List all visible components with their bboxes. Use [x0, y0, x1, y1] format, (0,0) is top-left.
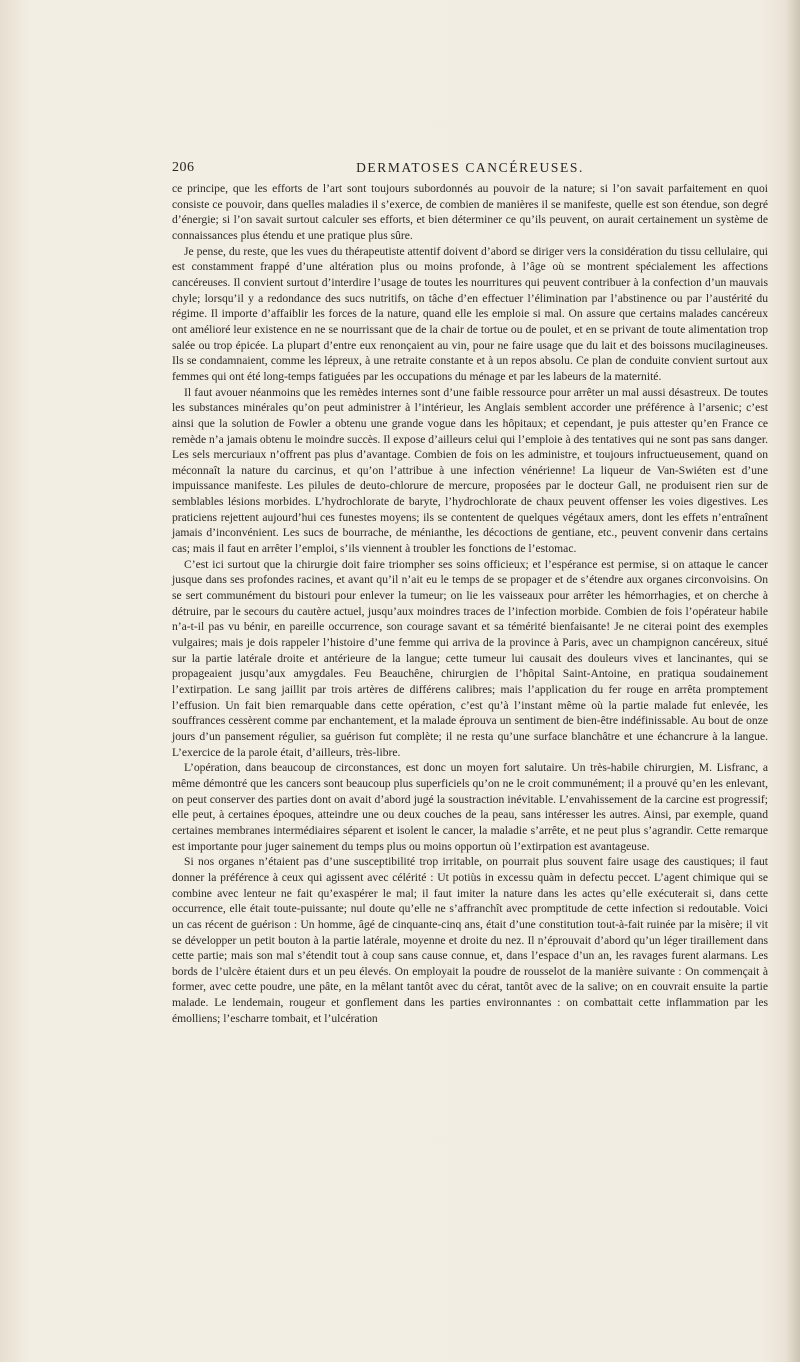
paragraph: Si nos organes n’étaient pas d’une susceptibilité trop irritable, on pourrait plus souvent faire usage des caustiques; il faut donner la préférence à ceux qui agissent avec célérité : Ut potiùs in excessu quàm in defectu peccet. L’agent chimique qui se combine avec lenteur ne fait qu’exaspérer le mal; il faut imiter la nature dans les actes qu’elle exécuterait si, dans cette occurrence, elle était toute-puissante; nul doute qu’elle ne s’affranchît avec promptitude de cette infection si redoutable. Voici un cas récent de guérison : Un homme, âgé de cinquante-cinq ans, était d’une constitution tout-à-fait ruinée par la misère; il vit se développer un petit bouton à la partie latérale, moyenne et droite du nez. Il n’éprouvait d’abord qu’un léger tiraillement dans cette partie; mais son mal s’étendit tout à coup sans cause connue, et, dans l’espace d’un an, les ravages furent alarmans. Les bords de l’ulcère étaient durs et un peu élevés. On employait la poudre de rousselot de la manière suivante : On commençait à former, avec cette poudre, une pâte, en la mêlant tantôt avec du cérat, tantôt avec de la salive; on en couvrait ensuite la partie malade. Le lendemain, rougeur et gonflement dans les parties environnantes : on combattait cette inflammation par les émolliens; l’escharre tombait, et l’ulcération — [172, 855, 768, 1025]
body-text — [172, 181, 768, 1026]
running-title: DERMATOSES CANCÉREUSES. — [356, 160, 584, 175]
page-edge-shadow — [786, 0, 800, 1362]
page-header — [172, 160, 768, 180]
paragraph: C’est ici surtout que la chirurgie doit faire triompher ses soins officieux; et l’espérance est permise, si on attaque le cancer jusque dans ses profondes racines, et avant qu’il n’ait eu le temps de se propager et de s’étendre aux organes circonvoisins. On se sert communément du bistouri pour enlever la tumeur; on lie les vaisseaux pour arrêter les hémorrhagies, et on cherche à détruire, par le secours du cautère actuel, jusqu’aux moindres traces de l’infection morbide. Combien de fois l’opérateur habile n’a-t-il pas vu bénir, en pareille occurrence, son courage savant et sa témérité bienfaisante! Je ne citerai point des exemples vulgaires; mais je dois rappeler l’histoire d’une femme qui arriva de la province à Paris, avec un champignon cancéreux, situé sur la partie latérale droite et antérieure de la langue; cette tumeur lui causait des douleurs vives et lancinantes, qui se propageaient jusqu’aux amygdales. Feu Beauchêne, chirurgien de l’hôpital Saint-Antoine, en pratiqua soudainement l’extirpation. Le sang jaillit par trois artères de différens calibres; mais l’application du fer rouge en arrêta promptement l’effusion. Un fait bien remarquable dans cette opération, c’est qu’à l’instant même où la partie malade fut enlevée, les souffrances cessèrent comme par enchantement, et la malade éprouva un sentiment de bien-être indéfinissable. Au bout de onze jours d’un pansement régulier, sa guérison fut complète; il ne resta qu’une surface blanchâtre et une échancrure à la langue. L’exercice de la parole était, d’ailleurs, très-libre. — [172, 557, 768, 759]
paragraph: L’opération, dans beaucoup de circonstances, est donc un moyen fort salutaire. Un très-habile chirurgien, M. Lisfranc, a même démontré que les cancers sont beaucoup plus superficiels qu’on ne le croit communément; il a prouvé qu’en les enlevant, on peut conserver des parties dont on avait d’abord jugé la soustraction inévitable. L’envahissement de la carcine est progressif; elle peut, à certaines époques, atteindre une ou deux couches de la peau, sans intéresser les autres. Ainsi, par exemple, quand certaines membranes intermédiaires séparent et isolent le cancer, la maladie s’arrête, et ne peut plus s’agrandir. Cette remarque est importante pour juger sainement du temps plus ou moins opportun où l’extirpation est avantageuse. — [172, 761, 768, 853]
paragraph: ce principe, que les efforts de l’art sont toujours subordonnés au pouvoir de la nature; si l’on savait parfaitement en quoi consiste ce pouvoir, dans quelles maladies il s’exerce, de combien de manières il se manifeste, quelle est son étendue, son degré d’énergie; si l’on savait surtout calculer ses efforts, et bien déterminer ce qu’ils peuvent, on aurait certainement un système de connaissances plus étendu et une pratique plus sûre. — [172, 182, 768, 242]
paragraph: Il faut avouer néanmoins que les remèdes internes sont d’une faible ressource pour arrêter un mal aussi désastreux. De toutes les substances minérales qu’on peut administrer à l’intérieur, les Anglais semblent accorder une préférence à l’arsenic; c’est ainsi que la solution de Fowler a obtenu une grande vogue dans les hôpitaux; et cependant, je puis attester qu’en France ce remède n’a jamais obtenu le moindre succès. Il expose d’ailleurs celui qui l’emploie à des tentatives qui ne sont pas sans danger. Les sels mercuriaux n’offrent pas plus d’avantage. Combien de fois on les administre, et toujours infructueusement, quand on méconnaît la nature du carcinus, et qu’on l’attribue à une infection vénérienne! La liqueur de Van-Swiéten est d’une impuissance manifeste. Les pilules de deuto-chlorure de mercure, proposées par le docteur Gall, ne produisent rien sur de semblables lésions morbides. L’hydrochlorate de baryte, l’hydrochlorate de chaux peuvent offenser les voies digestives. Les praticiens rejettent aujourd’hui ces funestes moyens; ils se contentent de quelques végétaux amers, dont les effets n’entraînent jamais d’inconvénient. Les sucs de bourrache, de ménianthe, les décoctions de gentiane, etc., peuvent convenir dans certains cas; mais il faut en arrêter l’emploi, s’ils viennent à troubler les fonctions de l’estomac. — [172, 385, 768, 556]
page-number: 206 — [172, 160, 195, 175]
paragraph: Je pense, du reste, que les vues du thérapeutiste attentif doivent d’abord se diriger vers la considération du tissu cellulaire, qui est constamment frappé d’une altération plus ou moins profonde, à l’âge où se montrent spécialement les affections cancéreuses. Il convient surtout d’interdire l’usage de toutes les nourritures qui peuvent contribuer à la confection d’un mauvais chyle; lorsqu’il y a redondance des sucs nutritifs, on tâche d’en effectuer l’élimination par l’abstinence ou par l’austérité du régime. Il importe d’affaiblir les forces de la nature, quand elle les emploie si mal. On assure que certains malades cancéreux ont amélioré leur existence en ne se nourrissant que de la chair de tortue ou de poulet, et en se privant de toute alimentation trop salée ou trop épicée. La plupart d’entre eux renonçaient au vin, pour ne faire usage que du lait et des boissons mucilagineuses. Ils se condamnaient, comme les lépreux, à une retraite constante et à un repos absolu. Ce plan de conduite convient surtout aux femmes qui ont été long-temps fatiguées par les occupations du ménage et par les labeurs de la maternité. — [172, 244, 768, 383]
